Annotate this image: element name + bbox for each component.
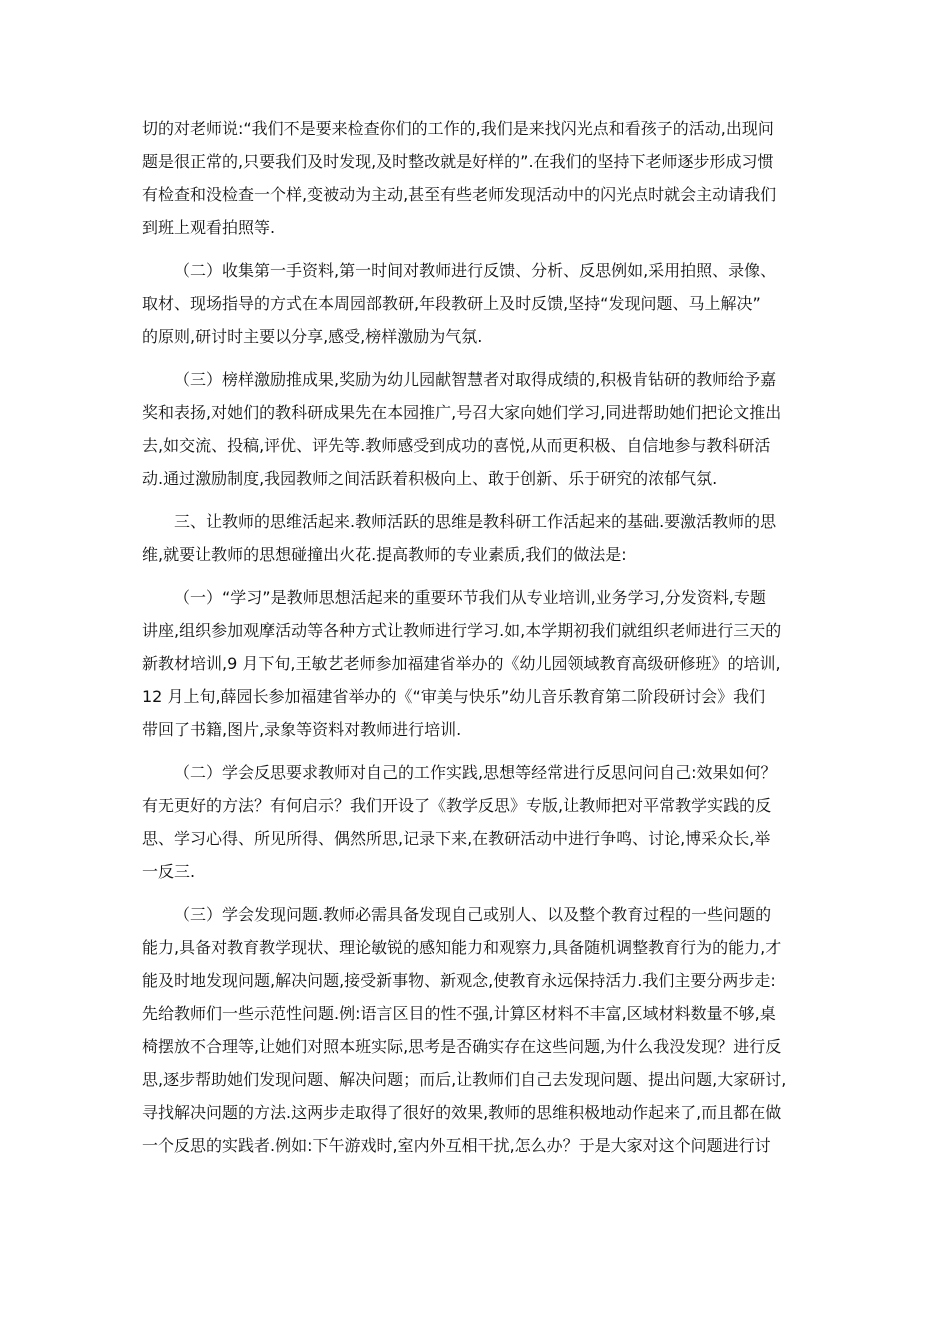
paragraph-gap [142,244,812,254]
paragraph-gap [142,495,812,505]
paragraph [142,254,812,353]
text-line: 取材、现场指导的方式在本周园部教研,年段教研上及时反馈,坚持“发现问题、马上解决” [142,294,761,313]
paragraph [142,898,812,1162]
text-line: 有无更好的方法？有何启示？我们开设了《教学反思》专版,让教师把对平常教学实践的反 [142,796,772,815]
text-line: 能力,具备对教育教学现状、理论敏锐的感知能力和观察力,具备随机调整教育行为的能力,才 [142,938,782,957]
text-line: 切的对老师说:“我们不是要来检查你们的工作的,我们是来找闪光点和看孩子的活动,出现问 [142,119,774,138]
text-line: 题是很正常的,只要我们及时发现,及时整改就是好样的”.在我们的坚持下老师逐步形成习惯 [142,152,774,171]
text-line: 奖和表扬,对她们的教科研成果先在本园推广,号召大家向她们学习,同进帮助她们把论文推出 [142,403,782,422]
paragraph [142,581,812,746]
text-line: 讲座,组织参加观摩活动等各种方式让教师进行学习.如,本学期初我们就组织老师进行三天的 [142,621,782,640]
text-line: 思,逐步帮助她们发现问题、解决问题；而后,让教师们自己去发现问题、提出问题,大家研讨, [142,1070,787,1089]
paragraph-gap [142,571,812,581]
paragraph-gap [142,746,812,756]
text-line: （二）收集第一手资料,第一时间对教师进行反馈、分析、反思例如,采用拍照、录像、 [174,261,777,280]
text-line: 去,如交流、投稿,评优、评先等.教师感受到成功的喜悦,从而更积极、自信地参与教科研活 [142,436,771,455]
paragraph-gap [142,888,812,898]
paragraph-gap [142,353,812,363]
text-line: 三、让教师的思维活起来.教师活跃的思维是教科研工作活起来的基础.要激活教师的思 [174,512,777,531]
text-line: 一反三. [142,862,196,881]
text-line: 的原则,研讨时主要以分享,感受,榜样激励为气氛. [142,327,483,346]
text-line: （一）“学习”是教师思想活起来的重要环节我们从专业培训,业务学习,分发资料,专题 [174,588,766,607]
text-line: 能及时地发现问题,解决问题,接受新事物、新观念,使教育永远保持活力.我们主要分两步走: [142,971,776,990]
text-line: 新教材培训,9 月下旬,王敏艺老师参加福建省举办的《幼儿园领域教育高级研修班》的培训, [142,654,781,673]
text-line: （三）学会发现问题.教师必需具备发现自己或别人、以及整个教育过程的一些问题的 [174,905,772,924]
text-line: （三）榜样激励推成果,奖励为幼儿园献智慧者对取得成绩的,积极肯钻研的教师给予嘉 [174,370,777,389]
text-line: 动.通过激励制度,我园教师之间活跃着积极向上、敢于创新、乐于研究的浓郁气氛. [142,469,718,488]
text-line: 维,就要让教师的思想碰撞出火花.提高教师的专业素质,我们的做法是: [142,545,627,564]
paragraph [142,756,812,888]
text-line: 到班上观看拍照等. [142,218,276,237]
text-line: 先给教师们一些示范性问题.例:语言区目的性不强,计算区材料不丰富,区域材料数量不够,桌 [142,1004,776,1023]
document-body [142,112,812,1162]
text-line: 一个反思的实践者.例如:下午游戏时,室内外互相干扰,怎么办？于是大家对这个问题进行讨 [142,1136,771,1155]
text-line: 有检查和没检查一个样,变被动为主动,甚至有些老师发现活动中的闪光点时就会主动请我们 [142,185,777,204]
text-line: 12 月上旬,薛园长参加福建省举办的《“审美与快乐”幼儿音乐教育第二阶段研讨会》我们 [142,687,766,706]
text-line: 椅摆放不合理等,让她们对照本班实际,思考是否确实存在这些问题,为什么我没发现？进行反 [142,1037,782,1056]
paragraph [142,363,812,495]
paragraph [142,505,812,571]
text-line: 寻找解决问题的方法.这两步走取得了很好的效果,教师的思维积极地动作起来了,而且都在做 [142,1103,782,1122]
paragraph [142,112,812,244]
text-line: 思、学习心得、所见所得、偶然所思,记录下来,在教研活动中进行争鸣、讨论,博采众长,举 [142,829,771,848]
text-line: 带回了书籍,图片,录象等资料对教师进行培训. [142,720,462,739]
text-line: （二）学会反思要求教师对自己的工作实践,思想等经常进行反思问问自己:效果如何？ [174,763,777,782]
